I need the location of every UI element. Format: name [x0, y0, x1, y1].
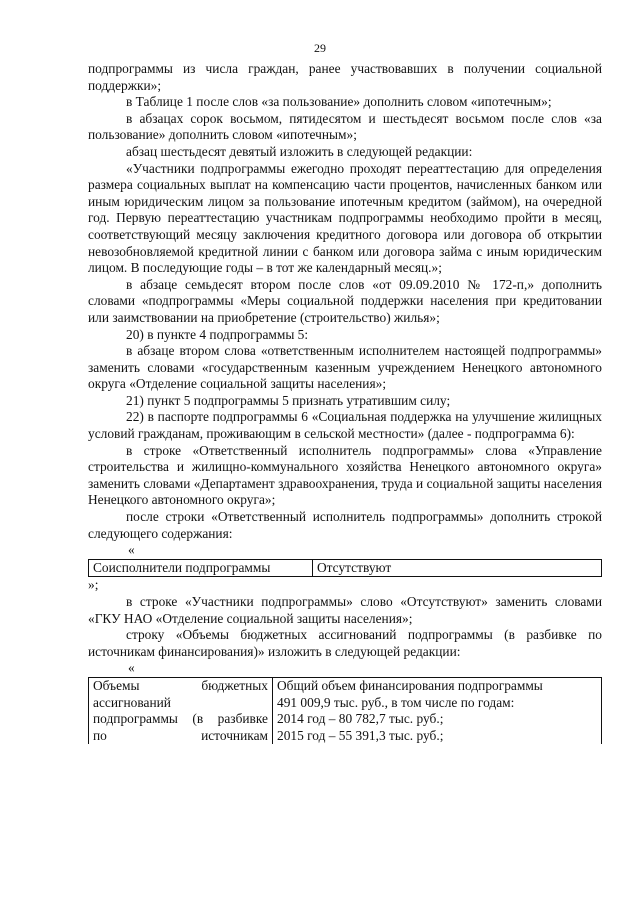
paragraph: 21) пункт 5 подпрограммы 5 признать утратившим силу; — [126, 392, 451, 408]
paragraph: в строке «Участники подпрограммы» слово «Отсутствуют» заменить словами «ГКУ НАО «Отделение социальной защиты населения»; — [88, 594, 602, 626]
paragraph: в абзаце втором слова «ответственным исполнителем настоящей подпрограммы» заменить словами «государственным казенным учреждением Ненецкого автономного округа «Отделение социальной защиты населения»; — [88, 343, 602, 392]
paragraph: 22) в паспорте подпрограммы 6 «Социальная поддержка на улучшение жилищных условий гражданам, проживающим в сельской местности» (далее - подпрограмма 6): — [88, 409, 602, 442]
table-cell-label: по источникам — [89, 728, 273, 745]
table-row — [89, 677, 602, 694]
table-cell-label: Соисполнители подпрограммы — [89, 559, 313, 577]
table-row — [89, 559, 602, 577]
paragraph: в строке «Ответственный исполнитель подпрограммы» слова «Управление строительства и жилищно-коммунального хозяйства Ненецкого автономного округа» заменить словами «Департамент здравоохранения, труда и социальной защиты населения Ненецкого автономного округа»; — [88, 442, 602, 508]
table-cell-value: 2015 год – 55 391,3 тыс. руб.; — [273, 728, 602, 745]
paragraphs-before-table1 — [88, 61, 602, 542]
paragraph: строку «Объемы бюджетных ассигнований подпрограммы (в разбивке по источникам финансирования)» изложить в следующей редакции: — [88, 627, 602, 659]
quote-open-2: « — [128, 660, 135, 676]
table-cell-value: Отсутствуют — [313, 559, 602, 577]
table-budget — [88, 677, 602, 744]
paragraph: в абзаце семьдесят втором после слов «от 09.09.2010 № 172-п,» дополнить словами «подпрограммы «Меры социальной поддержки населения при кредитовании или заимствовании на приобретение (строительство) жилья»; — [88, 276, 602, 325]
table-cell-label: ассигнований — [89, 695, 273, 712]
paragraph: подпрограммы из числа граждан, ранее участвовавших в получении социальной поддержки»; — [88, 61, 602, 93]
table-cell-label: подпрограммы (в разбивке — [89, 711, 273, 728]
quote-open-1: « — [128, 542, 135, 558]
quote-close-1: »; — [88, 577, 99, 593]
table-cell-value: Общий объем финансирования подпрограммы — [273, 677, 602, 694]
table-cell-value: 491 009,9 тыс. руб., в том числе по годам: — [273, 695, 602, 712]
table-cell-value: 2014 год – 80 782,7 тыс. руб.; — [273, 711, 602, 728]
document-body — [88, 61, 602, 744]
paragraph: 20) в пункте 4 подпрограммы 5: — [126, 326, 309, 342]
table-co-executors — [88, 559, 602, 578]
table-row — [89, 695, 602, 712]
page-number: 29 — [314, 41, 326, 55]
table-row — [89, 728, 602, 745]
table-row — [89, 711, 602, 728]
paragraph: после строки «Ответственный исполнитель подпрограммы» дополнить строкой следующего содержания: — [88, 509, 602, 541]
table-cell-label: Объемы бюджетных — [89, 677, 273, 694]
paragraph: в абзацах сорок восьмом, пятидесятом и шестьдесят восьмом после слов «за пользование» дополнить словом «ипотечным»; — [88, 110, 602, 143]
paragraphs-before-table2 — [88, 594, 602, 660]
paragraph: абзац шестьдесят девятый изложить в следующей редакции: — [126, 143, 473, 159]
paragraph: в Таблице 1 после слов «за пользование» дополнить словом «ипотечным»; — [126, 94, 552, 110]
paragraph: «Участники подпрограммы ежегодно проходят переаттестацию для определения размера социальных выплат на компенсацию части процентов, начисленных банком или иным юридическим лицом за пользование ипотечным кредитом (займом), на очередной год. Первую переаттестацию участникам подпрограммы необходимо пройти в месяц, соответствующий месяцу заключения кредитного договора или договора об открытии невозобновляемой кредитной линии с банком или договора займа с иным юридическим лицом. В последующие годы – в тот же календарный месяц.»; — [88, 160, 602, 276]
